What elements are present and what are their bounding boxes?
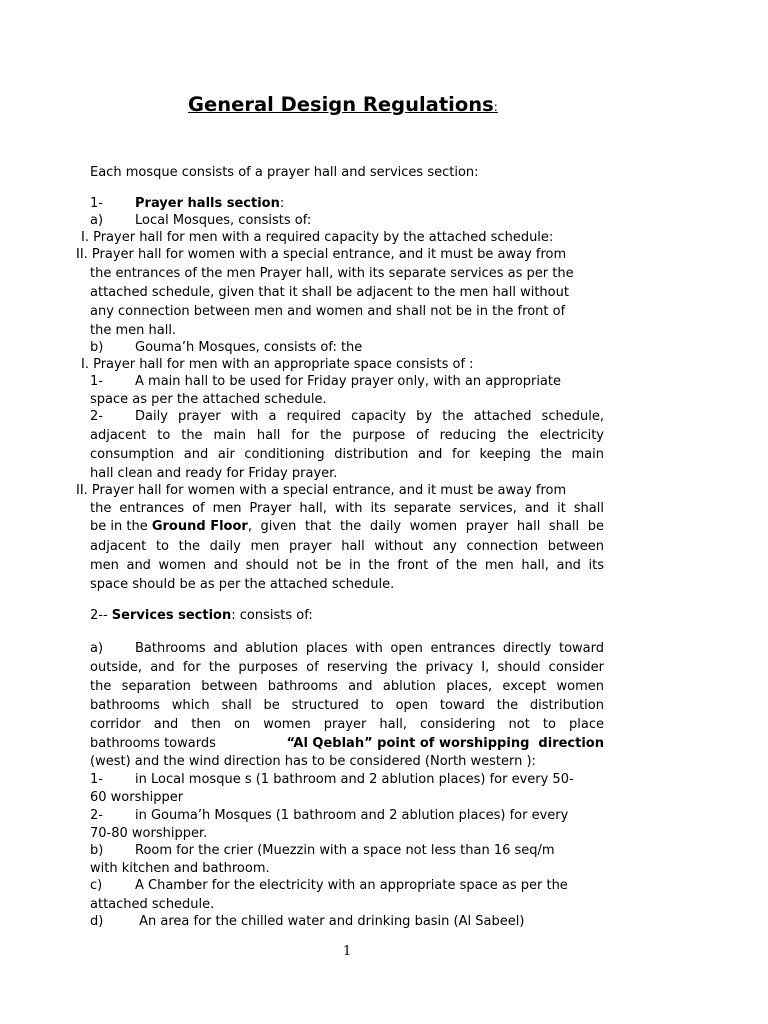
- item-2a-1-line-2: 60 worshipper: [90, 790, 184, 805]
- item-2c-line-1: A Chamber for the electricity with an appropriate space as per the: [135, 878, 568, 893]
- item-2a-1-line-1: in Local mosque s (1 bathroom and 2 ablution places) for every 50-: [135, 772, 574, 787]
- item-2a-line-4: bathrooms which shall be structured to open toward the distribution: [90, 698, 604, 713]
- item-2b-line-1: Room for the crier (Muezzin with a space not less than 16 seq/m: [135, 843, 555, 858]
- page-number: 1: [343, 944, 352, 959]
- item-2a-2-num: 2-: [90, 808, 103, 823]
- gouma-point-2-line-4: hall clean and ready for Friday prayer.: [90, 466, 338, 481]
- item-1a-label: a): [90, 213, 104, 228]
- section-2-heading: 2-- Services section: consists of:: [90, 608, 313, 623]
- local-women-hall-line-4: any connection between men and women and shall not be in the front of: [90, 304, 566, 319]
- item-2a-line-3: the separation between bathrooms and ablution places, except women: [90, 679, 604, 694]
- item-2d-line-1: An area for the chilled water and drinking basin (Al Sabeel): [135, 914, 525, 929]
- item-2a-line-7: (west) and the wind direction has to be considered (North western ):: [90, 754, 536, 769]
- item-2a-1-num: 1-: [90, 772, 103, 787]
- ground-floor-emphasis: Ground Floor: [151, 519, 248, 534]
- item-2a-line-2: outside, and for the purposes of reserving the privacy I, should consider: [90, 660, 604, 675]
- gouma-women-hall-line-6: space should be as per the attached schedule.: [90, 577, 395, 592]
- item-2c-label: c): [90, 878, 103, 893]
- item-2a-line-1: Bathrooms and ablution places with open entrances directly toward: [135, 641, 604, 656]
- local-men-hall: I. Prayer hall for men with a required capacity by the attached schedule:: [81, 230, 554, 245]
- gouma-women-hall-line-3: be in the Ground Floor , given that the daily women prayer hall shall be: [90, 519, 604, 534]
- item-2a-2-line-1: in Gouma’h Mosques (1 bathroom and 2 ablution places) for every: [135, 808, 569, 823]
- gouma-women-hall-line-2: the entrances of men Prayer hall, with its separate services, and it shall: [90, 501, 604, 516]
- item-2b-line-2: with kitchen and bathroom.: [90, 861, 270, 876]
- item-2b-label: b): [90, 843, 104, 858]
- gouma-point-1-line-2: space as per the attached schedule.: [90, 392, 327, 407]
- gouma-men-hall: I. Prayer hall for men with an appropriate space consists of :: [81, 357, 474, 372]
- item-2c-line-2: attached schedule.: [90, 897, 215, 912]
- local-women-hall-line-1: II. Prayer hall for women with a special entrance, and it must be away from: [76, 247, 567, 262]
- al-qeblah-emphasis: “Al Qeblah” point of worshipping direction: [286, 736, 604, 751]
- gouma-point-1-num: 1-: [90, 374, 103, 389]
- intro-text: Each mosque consists of a prayer hall and services section:: [90, 165, 479, 180]
- gouma-women-hall-line-5: men and women and should not be in the front of the men hall, and its: [90, 558, 604, 573]
- item-1b-label: b): [90, 340, 104, 355]
- item-2a-line-6: bathrooms towards “Al Qeblah” point of worshipping direction: [90, 736, 604, 751]
- gouma-point-2-num: 2-: [90, 409, 103, 424]
- local-women-hall-line-2: the entrances of the men Prayer hall, with its separate services as per the: [90, 266, 574, 281]
- item-2a-label: a): [90, 641, 104, 656]
- gouma-point-2-line-3: consumption and air conditioning distribution and for keeping the main: [90, 447, 604, 462]
- item-1a-text: Local Mosques, consists of:: [135, 213, 312, 228]
- section-1-heading: 1- Prayer halls section:: [90, 196, 285, 211]
- gouma-women-hall-line-1: II. Prayer hall for women with a special entrance, and it must be away from: [76, 483, 567, 498]
- gouma-women-hall-line-4: adjacent to the daily men prayer hall without any connection between: [90, 539, 604, 554]
- gouma-point-2-line-2: adjacent to the main hall for the purpose of reducing the electricity: [90, 428, 604, 443]
- local-women-hall-line-3: attached schedule, given that it shall be adjacent to the men hall without: [90, 285, 569, 300]
- item-2a-2-line-2: 70-80 worshipper.: [90, 826, 208, 841]
- document-title: General Design Regulations:: [188, 93, 498, 116]
- gouma-point-1-line-1: A main hall to be used for Friday prayer only, with an appropriate: [135, 374, 561, 389]
- item-2a-line-5: corridor and then on women prayer hall, considering not to place: [90, 717, 604, 732]
- local-women-hall-line-5: the men hall.: [90, 323, 177, 338]
- item-2d-label: d): [90, 914, 104, 929]
- item-1b-text: Gouma’h Mosques, consists of: the: [135, 340, 363, 355]
- gouma-point-2-line-1: Daily prayer with a required capacity by the attached schedule,: [135, 409, 604, 424]
